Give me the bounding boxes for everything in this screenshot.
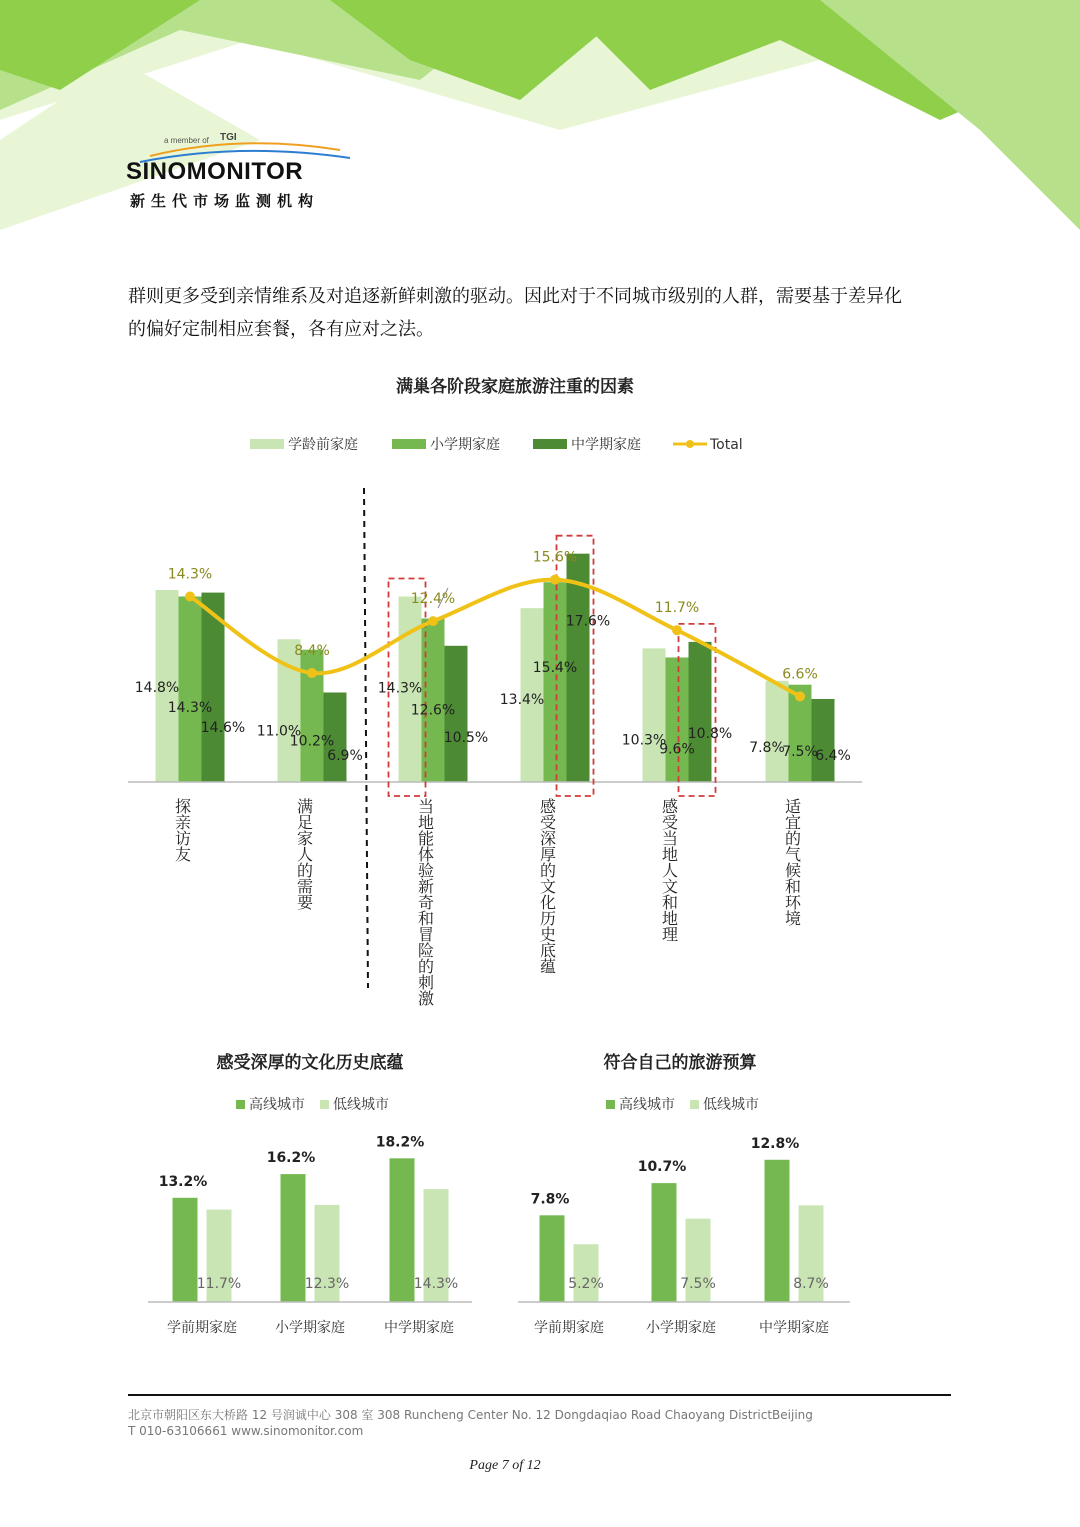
category-label: 中学期家庭 bbox=[759, 1320, 829, 1336]
bar-value-label: 18.2% bbox=[375, 1134, 425, 1151]
bar bbox=[574, 1244, 599, 1302]
intro-line: 的偏好定制相应套餐，各有应对之法。 bbox=[128, 319, 434, 340]
bar bbox=[544, 582, 567, 782]
category-label: 满足家人的需要 bbox=[294, 798, 314, 910]
total-value-label: 12.4% bbox=[410, 591, 456, 608]
legend-marker bbox=[686, 440, 694, 448]
page-number: Page 7 of 12 bbox=[469, 1458, 541, 1473]
bar-value-label: 10.7% bbox=[637, 1159, 687, 1176]
legend-label: 小学期家庭 bbox=[430, 437, 500, 453]
legend-label: 低线城市 bbox=[333, 1097, 389, 1113]
bar-value-label: 14.3% bbox=[377, 680, 423, 697]
chart-title: 感受深厚的文化历史底蕴 bbox=[216, 1053, 404, 1073]
total-marker bbox=[550, 575, 560, 585]
legend-label: 学龄前家庭 bbox=[288, 437, 358, 453]
bar-value-label: 9.6% bbox=[659, 741, 695, 758]
factors-chart bbox=[0, 360, 1080, 1020]
bar-value-label: 7.8% bbox=[530, 1191, 570, 1208]
bar bbox=[689, 642, 712, 782]
legend-swatch bbox=[392, 439, 426, 449]
bar-value-label: 6.9% bbox=[327, 748, 363, 764]
bar bbox=[643, 648, 666, 782]
category-label: 适宜的气候和环境 bbox=[782, 798, 802, 926]
total-marker bbox=[428, 616, 438, 626]
bar-value-label: 10.5% bbox=[443, 729, 489, 746]
legend-swatch bbox=[533, 439, 567, 449]
legend-label: 高线城市 bbox=[619, 1097, 675, 1113]
legend-label: Total bbox=[710, 437, 743, 453]
bar bbox=[666, 657, 689, 782]
logo-tagline: a member of bbox=[164, 136, 209, 145]
culture-chart bbox=[130, 1040, 510, 1350]
chart-title: 满巢各阶段家庭旅游注重的因素 bbox=[396, 377, 634, 397]
total-marker bbox=[185, 591, 195, 601]
bar-value-label: 14.3% bbox=[413, 1276, 459, 1292]
category-label: 当地能体验新奇和冒险的刺激 bbox=[415, 798, 435, 1006]
bar-value-label: 15.4% bbox=[532, 660, 578, 677]
bar-value-label: 12.3% bbox=[304, 1276, 350, 1292]
sinomonitor-logo bbox=[120, 128, 360, 218]
category-label: 探亲访友 bbox=[172, 798, 192, 862]
bar-value-label: 6.4% bbox=[815, 748, 851, 764]
legend-label: 中学期家庭 bbox=[571, 437, 641, 453]
legend-label: 高线城市 bbox=[249, 1097, 305, 1113]
total-marker bbox=[795, 691, 805, 701]
bar-value-label: 13.4% bbox=[499, 692, 545, 709]
logo-name: SINOMONITOR bbox=[126, 158, 304, 185]
category-label: 感受当地人文和地理 bbox=[659, 798, 679, 942]
bar-value-label: 11.0% bbox=[256, 723, 302, 740]
bar-value-label: 14.6% bbox=[200, 720, 246, 736]
logo-tgi: TGI bbox=[220, 132, 237, 143]
bar-value-label: 10.3% bbox=[621, 732, 667, 749]
bar-value-label: 12.6% bbox=[410, 702, 456, 719]
bar bbox=[390, 1158, 415, 1302]
legend-swatch bbox=[236, 1100, 245, 1109]
total-marker bbox=[307, 668, 317, 678]
bar-value-label: 7.5% bbox=[680, 1276, 716, 1292]
category-label: 中学期家庭 bbox=[384, 1320, 454, 1336]
bar bbox=[652, 1183, 677, 1302]
total-value-label: 8.4% bbox=[294, 643, 330, 660]
total-marker bbox=[672, 625, 682, 635]
bar-value-label: 7.8% bbox=[749, 740, 785, 756]
logo-subtitle: 新生代市场监测机构 bbox=[130, 192, 320, 210]
legend-swatch bbox=[606, 1100, 615, 1109]
bar bbox=[812, 699, 835, 782]
budget-chart bbox=[500, 1040, 880, 1350]
intro-line: 群则更多受到亲情维系及对追逐新鲜刺激的驱动。因此对于不同城市级别的人群，需要基于差异化 bbox=[128, 286, 902, 307]
total-value-label: 11.7% bbox=[654, 600, 700, 617]
bar bbox=[765, 1160, 790, 1302]
footer-divider bbox=[128, 1394, 951, 1396]
bar-value-label: 17.6% bbox=[565, 613, 611, 630]
legend-label: 低线城市 bbox=[703, 1097, 759, 1113]
bar-value-label: 11.7% bbox=[196, 1276, 242, 1292]
bar-value-label: 14.3% bbox=[167, 700, 213, 716]
total-value-label: 6.6% bbox=[782, 666, 818, 683]
divider-line bbox=[364, 488, 368, 988]
bar bbox=[173, 1198, 198, 1302]
total-value-label: 15.6% bbox=[532, 549, 578, 566]
bar-value-label: 10.8% bbox=[687, 725, 733, 742]
chart-title: 符合自己的旅游预算 bbox=[603, 1053, 757, 1073]
bar-value-label: 13.2% bbox=[158, 1173, 208, 1190]
bar-value-label: 5.2% bbox=[568, 1276, 604, 1292]
legend-swatch bbox=[250, 439, 284, 449]
bar-value-label: 10.2% bbox=[289, 733, 335, 750]
total-value-label: 14.3% bbox=[167, 566, 213, 583]
category-label: 小学期家庭 bbox=[275, 1320, 345, 1336]
bar bbox=[179, 596, 202, 782]
category-label: 小学期家庭 bbox=[646, 1320, 716, 1336]
footer-address: 北京市朝阳区东大桥路 12 号润诚中心 308 室 308 Runcheng Center No. 12 Dongdaqiao Road Chaoyang DistrictBeijing bbox=[128, 1408, 813, 1422]
bar-value-label: 12.8% bbox=[750, 1135, 800, 1152]
bar bbox=[766, 681, 789, 782]
legend-swatch bbox=[690, 1100, 699, 1109]
bar bbox=[540, 1215, 565, 1302]
bar-value-label: 8.7% bbox=[793, 1276, 829, 1292]
category-label: 学前期家庭 bbox=[167, 1320, 237, 1336]
intro-paragraph bbox=[128, 280, 958, 346]
footer-contact: T 010-63106661 www.sinomonitor.com bbox=[128, 1424, 364, 1438]
bar-value-label: 14.8% bbox=[134, 680, 180, 696]
bar-value-label: 16.2% bbox=[266, 1150, 316, 1167]
bar-value-label: 7.5% bbox=[782, 744, 818, 760]
bar bbox=[281, 1174, 306, 1302]
category-label: 感受深厚的文化历史底蕴 bbox=[537, 798, 557, 974]
category-label: 学前期家庭 bbox=[534, 1320, 604, 1336]
legend-swatch bbox=[320, 1100, 329, 1109]
